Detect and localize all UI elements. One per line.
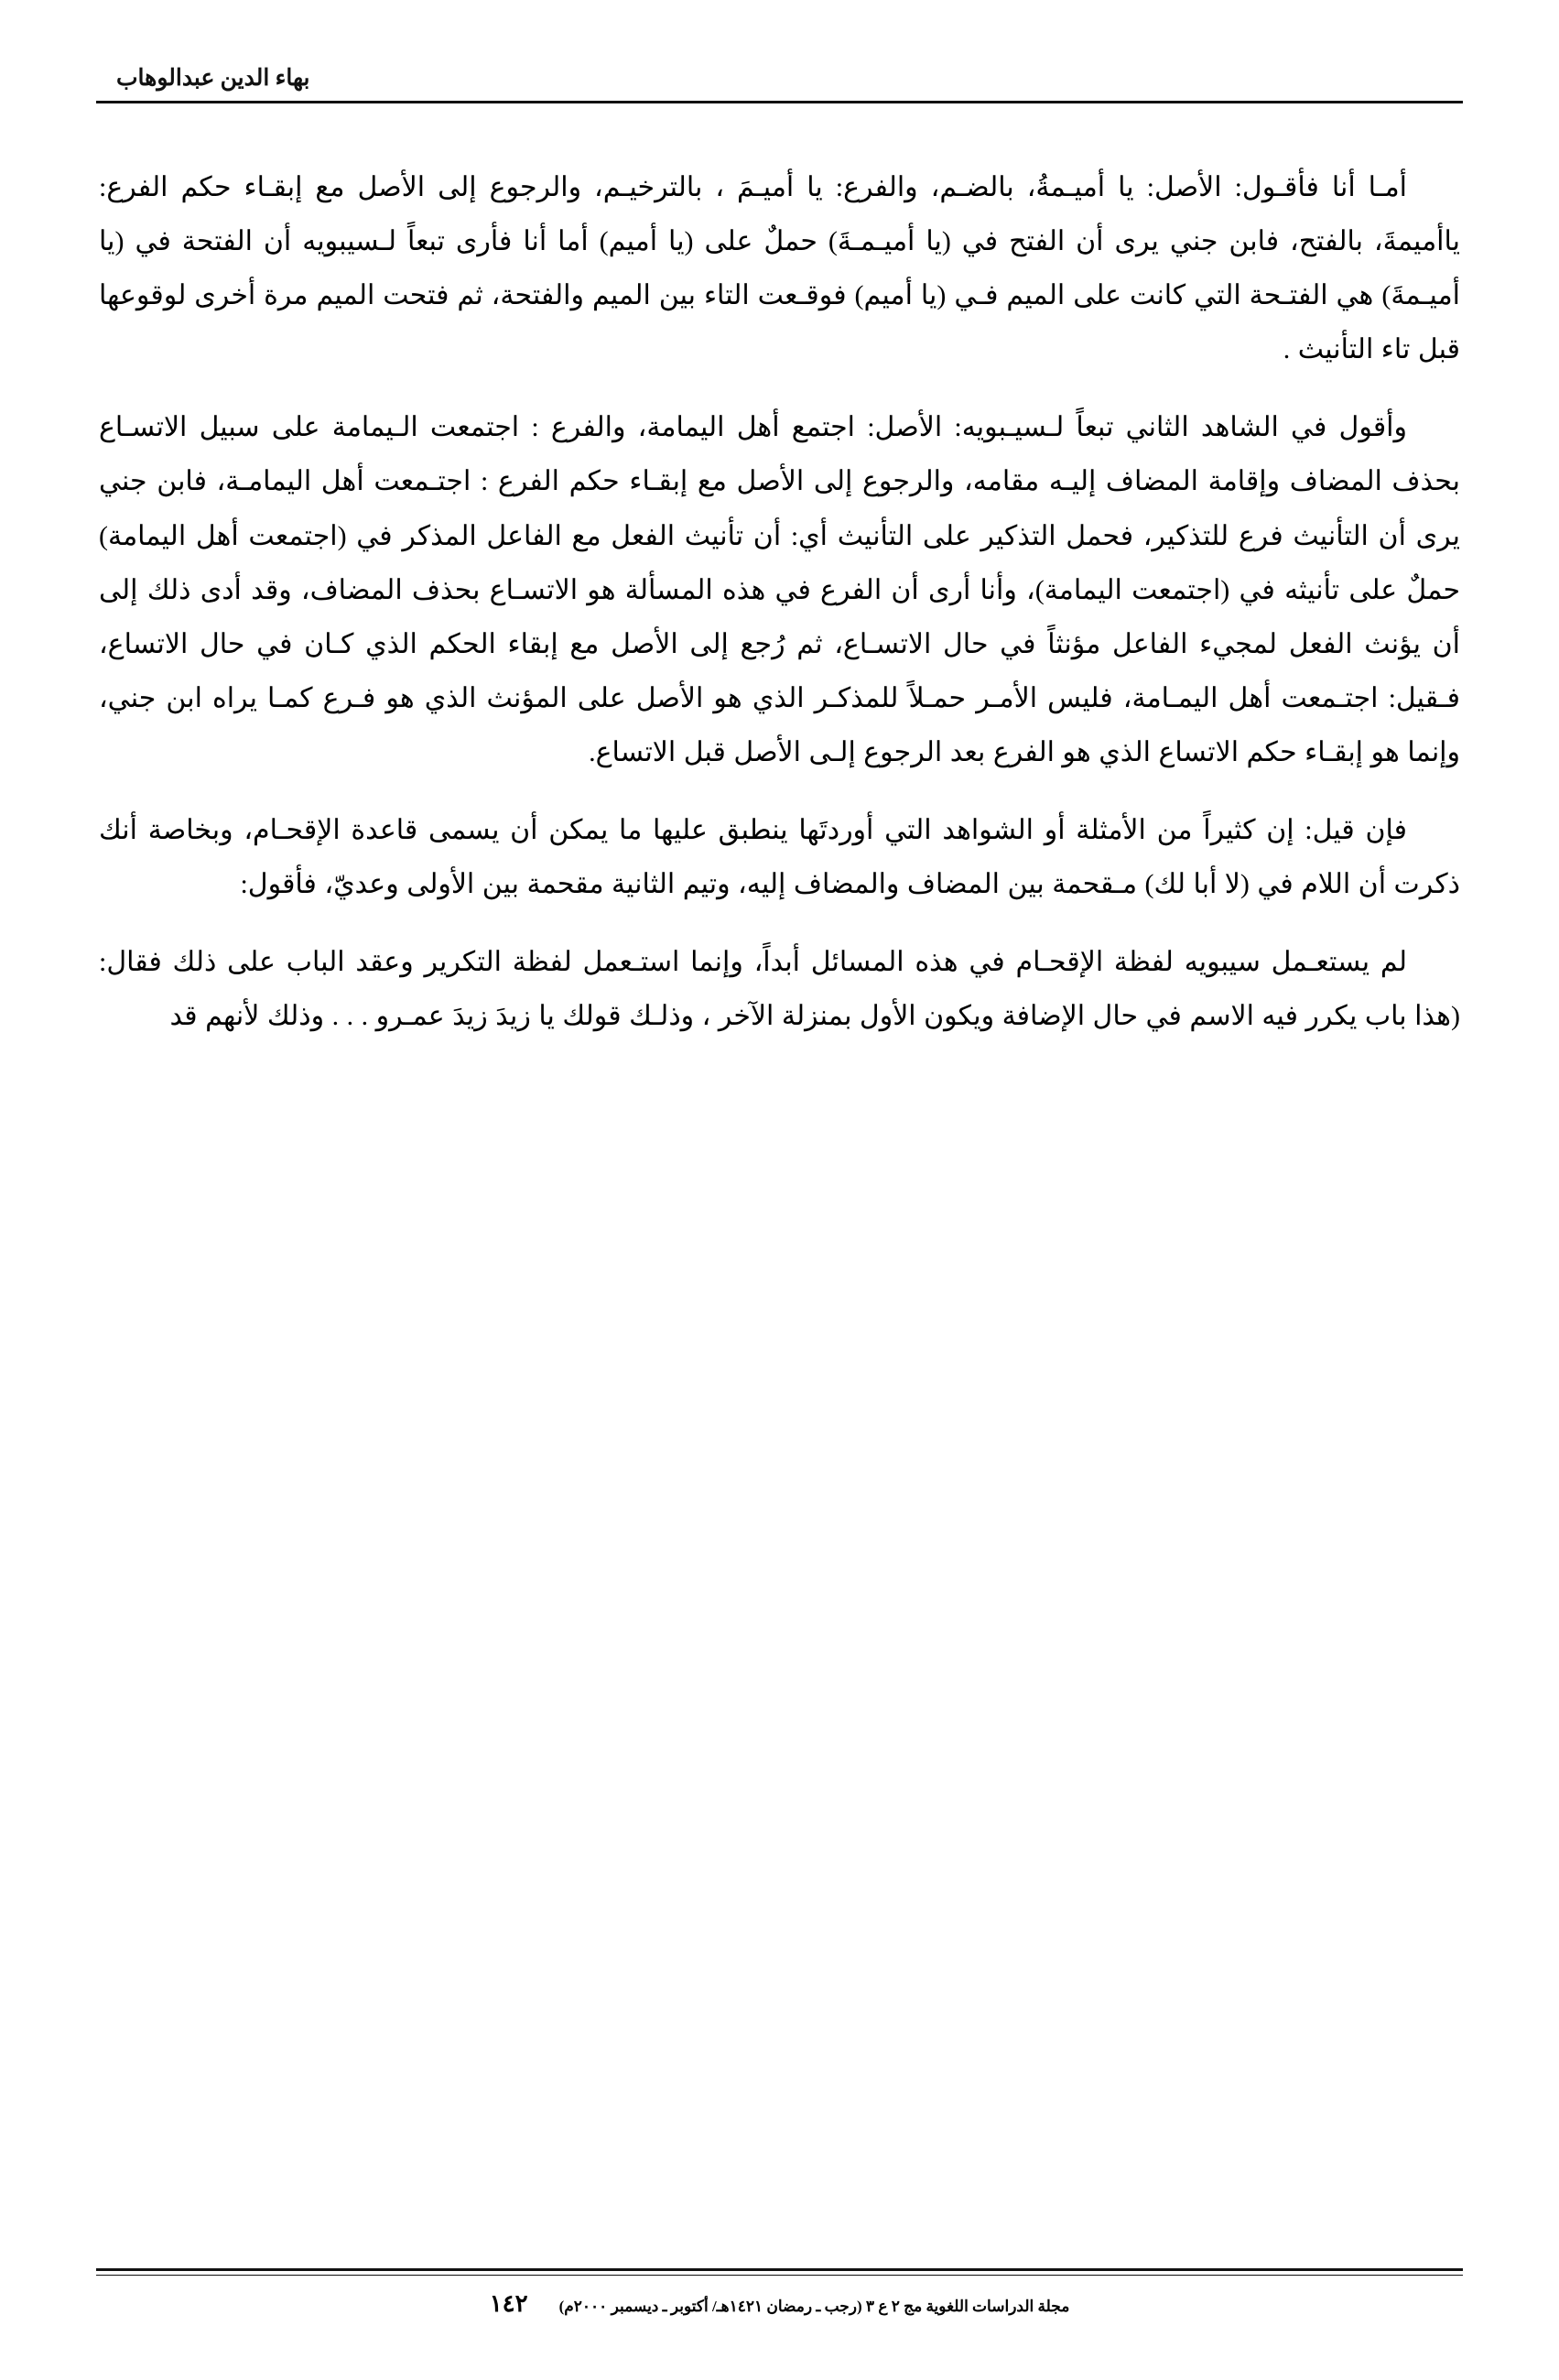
body-paragraph-2: وأقول في الشاهد الثاني تبعاً لـسيـبويه: الأصل: اجتمع أهل اليمامة، والفرع : اجتمعت الـيمامة على سبيل الاتسـاع بحذف المضاف وإقامة المضاف إليـه مقامه، والرجوع إلى الأصل مع إبقـاء حكم الفرع : اجتـمعت أهل اليمامـة، فابن جني يرى أن التأنيث فرع للتذكير، فحمل التذكير على التأنيث أي: أن تأنيث الفعل مع الفاعل المذكر في (اجتمعت أهل اليمامة) حملٌ على تأنيثه في (اجتمعت اليمامة)، وأنا أرى أن الفرع في هذه المسألة هو الاتسـاع بحذف المضاف، وقد أدى ذلك إلى أن يؤنث الفعل لمجيء الفاعل مؤنثاً في حال الاتسـاع، ثم رُجع إلى الأصل مع إبقاء الحكم الذي كـان في حال الاتساع، فـقيل: اجتـمعت أهل اليمـامة، فليس الأمـر حمـلاً للمذكـر الذي هو الأصل على المؤنث الذي هو فـرع كمـا يراه ابن جني، وإنما هو إبقـاء حكم الاتساع الذي هو الفرع بعد الرجوع إلـى الأصل قبل الاتساع. [99, 412, 1460, 767]
body-paragraph-4: لم يستعـمل سيبويه لفظة الإقحـام في هذه المسائل أبداً، وإنما استـعمل لفظة التكرير وعقد الباب على ذلك فقال: (هذا باب يكرر فيه الاسم في حال الإضافة ويكون الأول بمنزلة الآخر ، وذلـك قولك يا زيدَ زيدَ عمـرو . . . وذلك لأنهم قد [99, 947, 1460, 1032]
header-divider [96, 101, 1463, 103]
page-header [96, 64, 1463, 119]
header-author-name: بهاء الدين عبدالوهاب [116, 66, 310, 91]
page-footer [96, 2268, 1463, 2318]
footer-line [96, 2276, 1463, 2318]
body-paragraph-1: أمـا أنا فأقـول: الأصل: يا أميـمةُ، بالضـم، والفرع: يا أميـمَ ، بالترخيـم، والرجوع إلى الأصل مع إبقـاء حكم الفرع: ياأميمةَ، بالفتح، فابن جني يرى أن الفتح في (يا أميـمـةَ) حملٌ على (يا أميم) أما أنا فأرى تبعاً لـسيبويه أن الفتحة في (يا أميـمةَ) هي الفتـحة التي كانت على الميم فـي (يا أميم) فوقـعت التاء بين الميم والفتحة، ثم فتحت الميم مرة أخرى لوقوعها قبل تاء التأنيث . [99, 172, 1460, 365]
page-body [99, 160, 1460, 1043]
footer-page-number: ١٤٢ [489, 2290, 528, 2317]
body-paragraph-3: فإن قيل: إن كثيراً من الأمثلة أو الشواهد التي أوردتَها ينطبق عليها ما يمكن أن يسمى قاعدة الإقحـام، وبخاصة أنك ذكرت أن اللام في (لا أبا لك) مـقحمة بين المضاف والمضاف إليه، وتيم الثانية مقحمة بين الأولى وعديّ، فأقول: [99, 815, 1460, 900]
footer-divider-top [96, 2268, 1463, 2271]
footer-journal-info: مجلة الدراسات اللغوية مج ٢ ع ٣ (رجب ـ رمضان ١٤٢١هـ/ أكتوبر ـ ديسمبر ٢٠٠٠م) [558, 2298, 1070, 2315]
